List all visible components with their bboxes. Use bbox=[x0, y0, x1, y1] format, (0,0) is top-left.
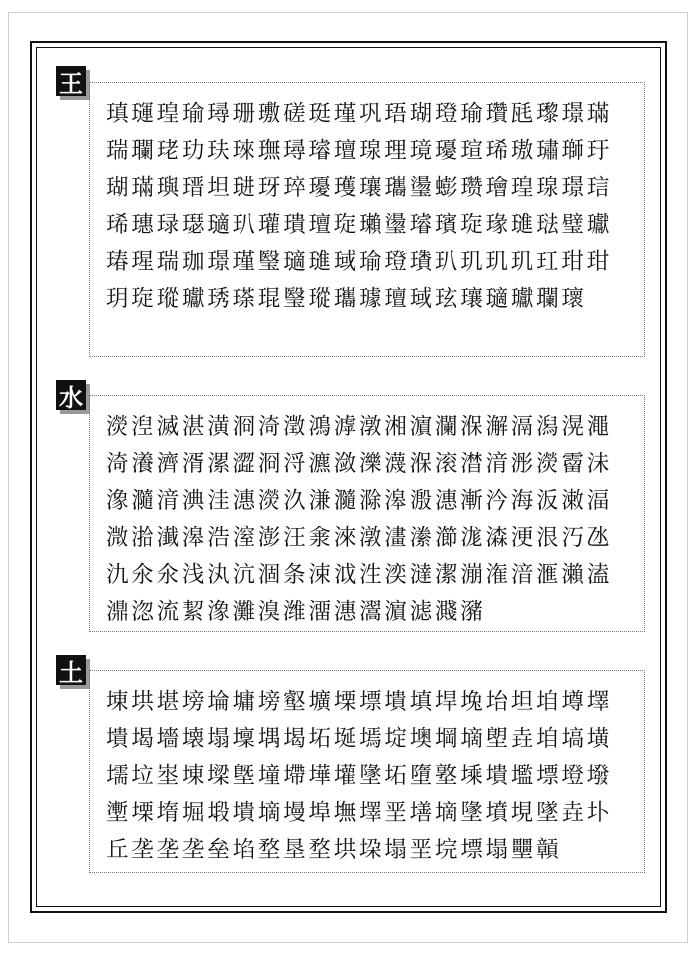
character-box-water bbox=[89, 395, 645, 632]
radical-badge-water: 水 bbox=[56, 380, 86, 410]
character-box-earth bbox=[89, 670, 645, 873]
radical-badge-earth: 土 bbox=[56, 655, 86, 685]
character-list-jade: 瑱璭瑝瑜璕珊璷磋珽瑾巩珸瑚璒瑜瓚瓱瓈璟璊瑞瓓珯玏玞琜璑璕璿璮瑔理璄瓇瑄琋璈璛瑡玗瑚璊璵瑨坦琎玡琗瓇瓁瓖瓗璗蟛瓒璯瑝瑔璟琂琋璤琭璱瓋玐瓘璝璮琁瓎璗璿璸琁瑑璡琺璧瓛瑃瑆瑞珈璟瑾瑿瓋璡琙瑜璒璳玐玑玑玑玒玵玵玥琁瑽瓛琇瑹琨瑿瑽瓗璩璮琙玹瓖瓋瓛瓓瓌 bbox=[106, 101, 613, 312]
character-list-water: 濙湼滅湛潢浻渏澂鴻滹潡湘濵瀾湺澥滆潟滉澠渏瀁濟湑漯澀浻浖瀌潋濼瀎湺滚澘湇浵濙霤沬潒瀡湇淟洼潓濙汣溓瀡滁滜溵潓漸汵海汳潄湢溦湁瀐滜浩潌澎汪淾淶潡澅潫瀄浝潹浭泿汅氹氿氽氽浅汍沆涸条涑泧泩湙澾潔漰潅湆滙瀨溘濎淴流絜潒灘溴潍澑潓瀥濵滤濺瀦 bbox=[106, 414, 613, 625]
character-box-jade bbox=[89, 82, 645, 357]
radical-badge-jade: 王 bbox=[56, 66, 86, 96]
character-list-earth: 埬垬堪塝埨墉塝壑壙塛墂墤填垾堍坮坦垍墫墿墤堨墻壊塌壈堣堨坧埏墕埞墺堈墑塱垚垍塙墴壖垃埊埬墚墍墥墆墷壦墬坧墮墪塖墤壏墂墱墢壍塛堶堀塅墤墑墁埠墲墿垩墡墑墬墳垷墜垚圤丘垄垄垄垒埳堥垦堥垬垜塌垩垸墂塌壨贑 bbox=[106, 689, 613, 863]
